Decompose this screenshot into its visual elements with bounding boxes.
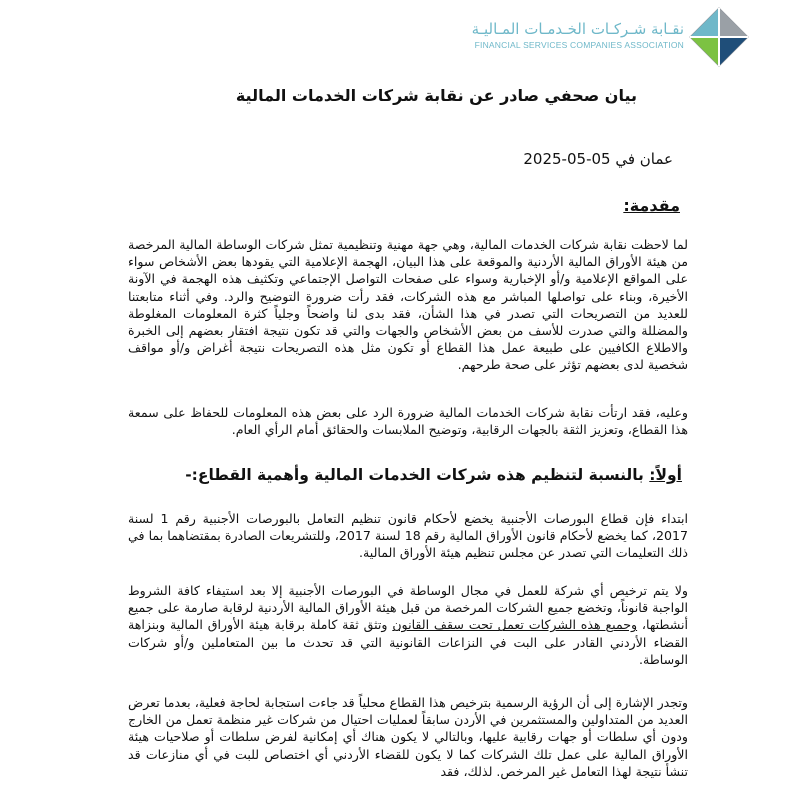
section-1-title: بالنسبة لتنظيم هذه شركات الخدمات المالية وأهمية القطاع:- <box>185 466 644 484</box>
org-name-arabic: نقـابة شـركـات الخـدمـات المـاليـة <box>471 20 684 38</box>
paragraph-4-underlined: وجميع هذه الشركات تعمل تحت سقف القانون <box>392 617 638 633</box>
document-title: بيان صحفي صادر عن نقابة شركات الخدمات المالية <box>235 86 637 105</box>
section-1-label: أولاً: <box>649 466 682 484</box>
letterhead <box>0 0 800 80</box>
paragraph-5: وتجدر الإشارة إلى أن الرؤية الرسمية بترخيص هذا القطاع محلياً قد جاءت استجابة لحاجة فعلية، بعدما تعرض العديد من المتداولين والمستثمرين في الأردن سابقاً لعمليات احتيال من شركات غير منظمة تعمل من الخارج ودون أي سلطات أو جهات رقابية عليها، وبالتالي لا يكون هناك أي إمكانية لفرض سلطات أو صلاحيات هيئة الأوراق المالية على عمل تلك الشركات كما لا يكون للقضاء الأردني أي اختصاص للبت في أي منازعات قد تنشأ نتيجة لهذا التعامل غير المرخص. لذلك، فقد <box>128 695 688 779</box>
paragraph-4-part-1: ولا يتم ترخيص أي شركة للعمل في مجال الوساطة في البورصات الأجنبية إلا بعد استيفاء كافة الشروط الواجبة قانوناً، وتخضع جميع الشركات المرخصة من قبل هيئة الأوراق المالية الأردنية لرقابة صارمة على جميع أنشطتها، <box>128 583 688 633</box>
paragraph-2: وعليه، فقد ارتأت نقابة شركات الخدمات المالية ضرورة الرد على بعض هذه المعلومات للحفاظ على سمعة هذا القطاع، وتعزيز الثقة بالجهات الرقابية، وتوضيح الملابسات والحقائق أمام الرأي العام. <box>128 405 688 438</box>
paragraph-1: لما لاحظت نقابة شركات الخدمات المالية، وهي جهة مهنية وتنظيمية تمثل شركات الوساطة المالية المرخصة من هيئة الأوراق المالية الأردنية والموقعة على هذا البيان، الهجمة الإعلامية التي يقودها بعض الأشخاص سواء على المواقع الإعلامية و/أو الإخبارية وسواء على صفحات التواصل الإجتماعي وتكثيف هذه الهجمة في الآونة الأخيرة، وبناء على تواصلها المباشر مع هذه الشركات، فقد رأت ضرورة التوضيح والرد. وفي أثناء متابعتنا للعديد من التصريحات التي تصدر في هذا الشأن، فقد بدى لنا واضحاً وجلياً كثرة المعلومات المغلوطة والمضللة والتي صدرت للأسف من بعض الأشخاص والجهات والتي قد تكون نتيجة افتقار بعضهم إلى الخبرة والاطلاع الكافيين على طبيعة عمل هذا القطاع أو تكون مثل هذه التصريحات نتيجة أغراض و/أو مواقف شخصية لدى بعضهم تؤثر على صحة طرحهم. <box>128 237 688 373</box>
org-name-english: FINANCIAL SERVICES COMPANIES ASSOCIATION <box>474 40 684 50</box>
document-date: عمان في 05-05-2025 <box>523 150 673 168</box>
paragraph-4 <box>128 582 688 668</box>
intro-heading: مقدمة: <box>623 196 680 215</box>
association-logo-icon <box>688 6 750 68</box>
section-1-heading <box>185 466 682 484</box>
paragraph-4-part-2: وتثق ثقة كاملة برقابة هيئة الأوراق المالية وبنزاهة القضاء الأردني القادر على البت في النزاعات القانونية التي قد تحدث ما بين المتعاملين و/أو شركات الوساطة. <box>128 617 688 667</box>
paragraph-3: ابتداء فإن قطاع البورصات الأجنبية يخضع لأحكام قانون تنظيم التعامل بالبورصات الأجنبية رقم 1 لسنة 2017، كما يخضع لأحكام قانون الأوراق المالية رقم 18 لسنة 2017، وللتشريعات الصادرة بمقتضاهما بما في ذلك التعليمات التي تصدر عن مجلس تنظيم هيئة الأوراق المالية. <box>128 511 688 561</box>
